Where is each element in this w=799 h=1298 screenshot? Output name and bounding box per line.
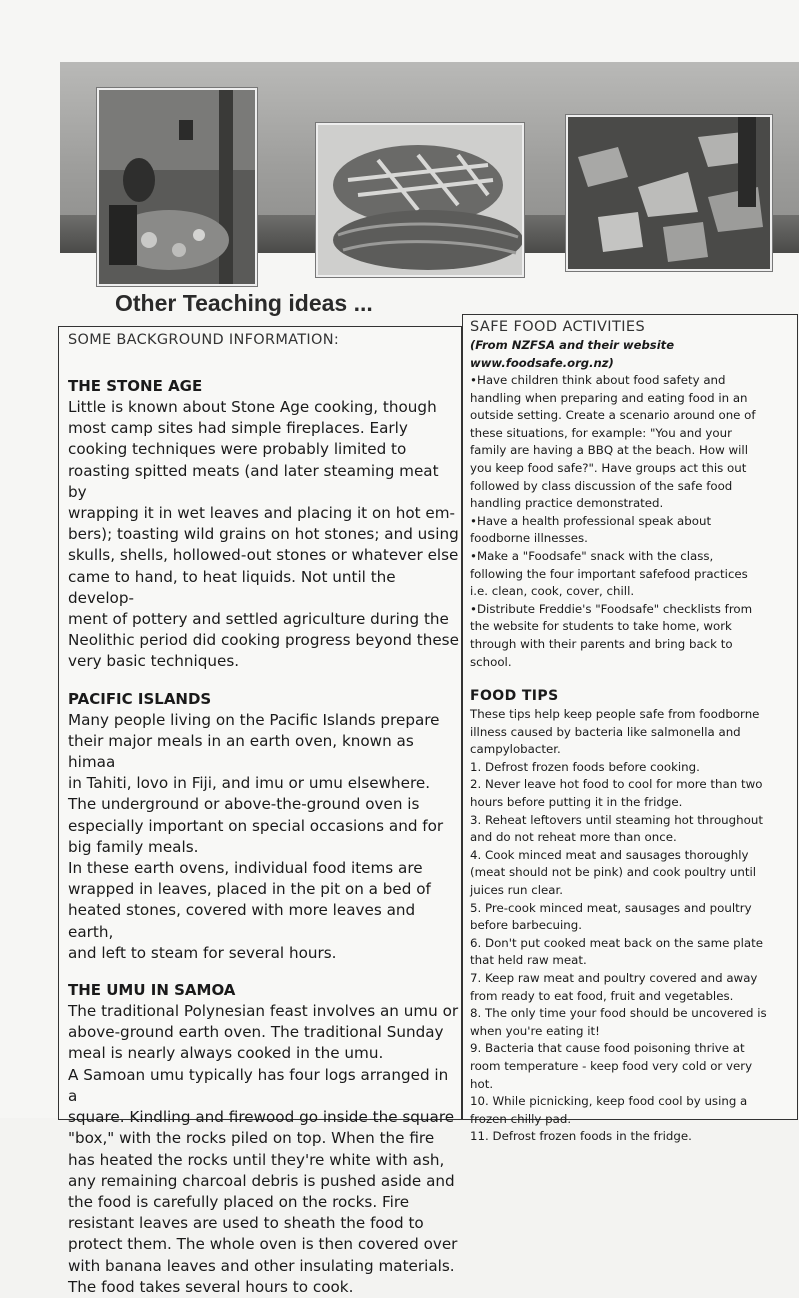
text-line: •Have a health professional speak about (470, 513, 712, 528)
hot-stones-photo (566, 115, 772, 271)
text-line: wrapping it in wet leaves and placing it on hot em- (68, 504, 456, 523)
tip-line: 9. Bacteria that cause food poisoning thrive at (470, 1041, 745, 1056)
tip-line: and do not reheat more than once. (470, 830, 677, 845)
tip-line: 4. Cook minced meat and sausages thoroughly (470, 847, 749, 862)
text-line: has heated the rocks until they're white with ash, (68, 1150, 445, 1169)
umu-food-photo (316, 123, 524, 277)
tip-line: 3. Reheat leftovers until steaming hot throughout (470, 812, 763, 827)
text-line: through with their parents and bring back to (470, 636, 733, 651)
text-line: outside setting. Create a scenario around one of (470, 408, 756, 423)
tip-line: hours before putting it in the fridge. (470, 795, 683, 810)
text-line: Little is known about Stone Age cooking, though (68, 398, 437, 416)
stone-age-heading: THE STONE AGE (68, 377, 203, 395)
tip-line: 11. Defrost frozen foods in the fridge. (470, 1129, 692, 1144)
text-line: with banana leaves and other insulating materials. (68, 1256, 455, 1275)
tip-line: before barbecuing. (470, 918, 582, 933)
tip-line: room temperature - keep food very cold or very (470, 1058, 753, 1073)
text-line: resistant leaves are used to sheath the food to (68, 1214, 424, 1233)
text-line: The food takes several hours to cook. (68, 1277, 354, 1296)
text-line: In these earth ovens, individual food items are (68, 859, 423, 878)
text-line: heated stones, covered with more leaves and earth, (68, 901, 416, 941)
text-line: •Distribute Freddie's "Foodsafe" checklists from (470, 601, 753, 616)
text-line: i.e. clean, cook, cover, chill. (470, 584, 635, 599)
background-info-column (68, 332, 460, 1298)
background-info-title: SOME BACKGROUND INFORMATION: (68, 332, 340, 348)
text-line: came to hand, to heat liquids. Not until the develop- (68, 567, 396, 607)
safe-food-source: (From NZFSA and their website (470, 338, 675, 352)
text-line: bers); toasting wild grains on hot stones; and using (68, 525, 459, 544)
tip-line: hot. (470, 1076, 494, 1091)
tip-line: frozen chilly pad. (470, 1111, 572, 1126)
tip-line: 10. While picnicking, keep food cool by using a (470, 1094, 748, 1109)
text-line: roasting spitted meats (and later steaming meat by (68, 461, 439, 501)
umu-samoa-heading: THE UMU IN SAMOA (68, 981, 236, 1000)
text-line: these situations, for example: "You and your (470, 425, 732, 440)
tip-line: 2. Never leave hot food to cool for more than two (470, 777, 763, 792)
tip-line: (meat should not be pink) and cook poultry until (470, 865, 757, 880)
text-line: square. Kindling and firewood go inside the square (68, 1108, 455, 1127)
text-line: cooking techniques were probably limited to (68, 440, 407, 459)
text-line: A Samoan umu typically has four logs arranged in a (68, 1065, 449, 1105)
text-line: the website for students to take home, work (470, 619, 732, 634)
text-line: family are having a BBQ at the beach. How will (470, 443, 748, 458)
safe-food-website: www.foodsafe.org.nz) (470, 355, 614, 370)
tip-line: from ready to eat food, fruit and vegetables. (470, 988, 734, 1003)
text-line: followed by class discussion of the safe food (470, 478, 733, 493)
text-line: you keep food safe?". Have groups act this out (470, 460, 747, 475)
text-line: especially important on special occasions and for (68, 816, 444, 835)
text-line: following the four important safefood practices (470, 566, 748, 581)
tip-line: campylobacter. (470, 742, 561, 757)
text-line: protect them. The whole oven is then covered over (68, 1235, 458, 1254)
text-line: "box," with the rocks piled on top. When the fire (68, 1129, 435, 1148)
text-line: any remaining charcoal debris is pushed aside and (68, 1171, 455, 1190)
tip-line: illness caused by bacteria like salmonella and (470, 724, 741, 739)
text-line: handling when preparing and eating food in an (470, 390, 748, 405)
text-line: school. (470, 654, 512, 669)
text-line: foodborne illnesses. (470, 531, 588, 546)
tip-line: when you're eating it! (470, 1023, 600, 1038)
text-line: their major meals in an earth oven, known as himaa (68, 731, 414, 772)
text-line: meal is nearly always cooked in the umu. (68, 1044, 384, 1063)
tip-line: juices run clear. (470, 883, 563, 898)
text-line: most camp sites had simple fireplaces. Early (68, 419, 408, 438)
text-line: above-ground earth oven. The traditional Sunday (68, 1023, 444, 1042)
text-line: and left to steam for several hours. (68, 943, 337, 962)
stone-age-photo (97, 88, 257, 286)
text-line: •Have children think about food safety and (470, 373, 726, 387)
safe-food-column (470, 318, 796, 1146)
tip-line: 6. Don't put cooked meat back on the same plate (470, 935, 764, 950)
text-line: wrapped in leaves, placed in the pit on a bed of (68, 880, 431, 899)
tip-line: 7. Keep raw meat and poultry covered and away (470, 971, 758, 985)
text-line: Neolithic period did cooking progress beyond these (68, 631, 459, 650)
text-line: The underground or above-the-ground oven is (68, 795, 420, 814)
text-line: ment of pottery and settled agriculture during the (68, 610, 449, 629)
tip-line: 5. Pre-cook minced meat, sausages and poultry (470, 900, 752, 915)
text-line: Many people living on the Pacific Islands prepare (68, 710, 440, 729)
food-tips-heading: FOOD TIPS (470, 688, 559, 705)
text-line: big family meals. (68, 837, 199, 856)
tip-line: 1. Defrost frozen foods before cooking. (470, 759, 700, 774)
pacific-islands-heading: PACIFIC ISLANDS (68, 689, 212, 708)
text-line: •Make a "Foodsafe" snack with the class, (470, 548, 714, 563)
text-line: in Tahiti, lovo in Fiji, and imu or umu elsewhere. (68, 774, 431, 793)
text-line: handling practice demonstrated. (470, 496, 664, 511)
safe-food-title: SAFE FOOD ACTIVITIES (470, 319, 646, 335)
tip-line: that held raw meat. (470, 953, 587, 968)
text-line: very basic techniques. (68, 652, 240, 671)
page-headline: Other Teaching ideas ... (115, 290, 373, 316)
text-line: skulls, shells, hollowed-out stones or whatever else (68, 546, 459, 565)
tip-line: 8. The only time your food should be uncovered is (470, 1006, 767, 1021)
text-line: the food is carefully placed on the rocks. Fire (68, 1192, 410, 1211)
text-line: The traditional Polynesian feast involves an umu or (68, 1002, 459, 1021)
tip-line: These tips help keep people safe from foodborne (470, 707, 760, 722)
